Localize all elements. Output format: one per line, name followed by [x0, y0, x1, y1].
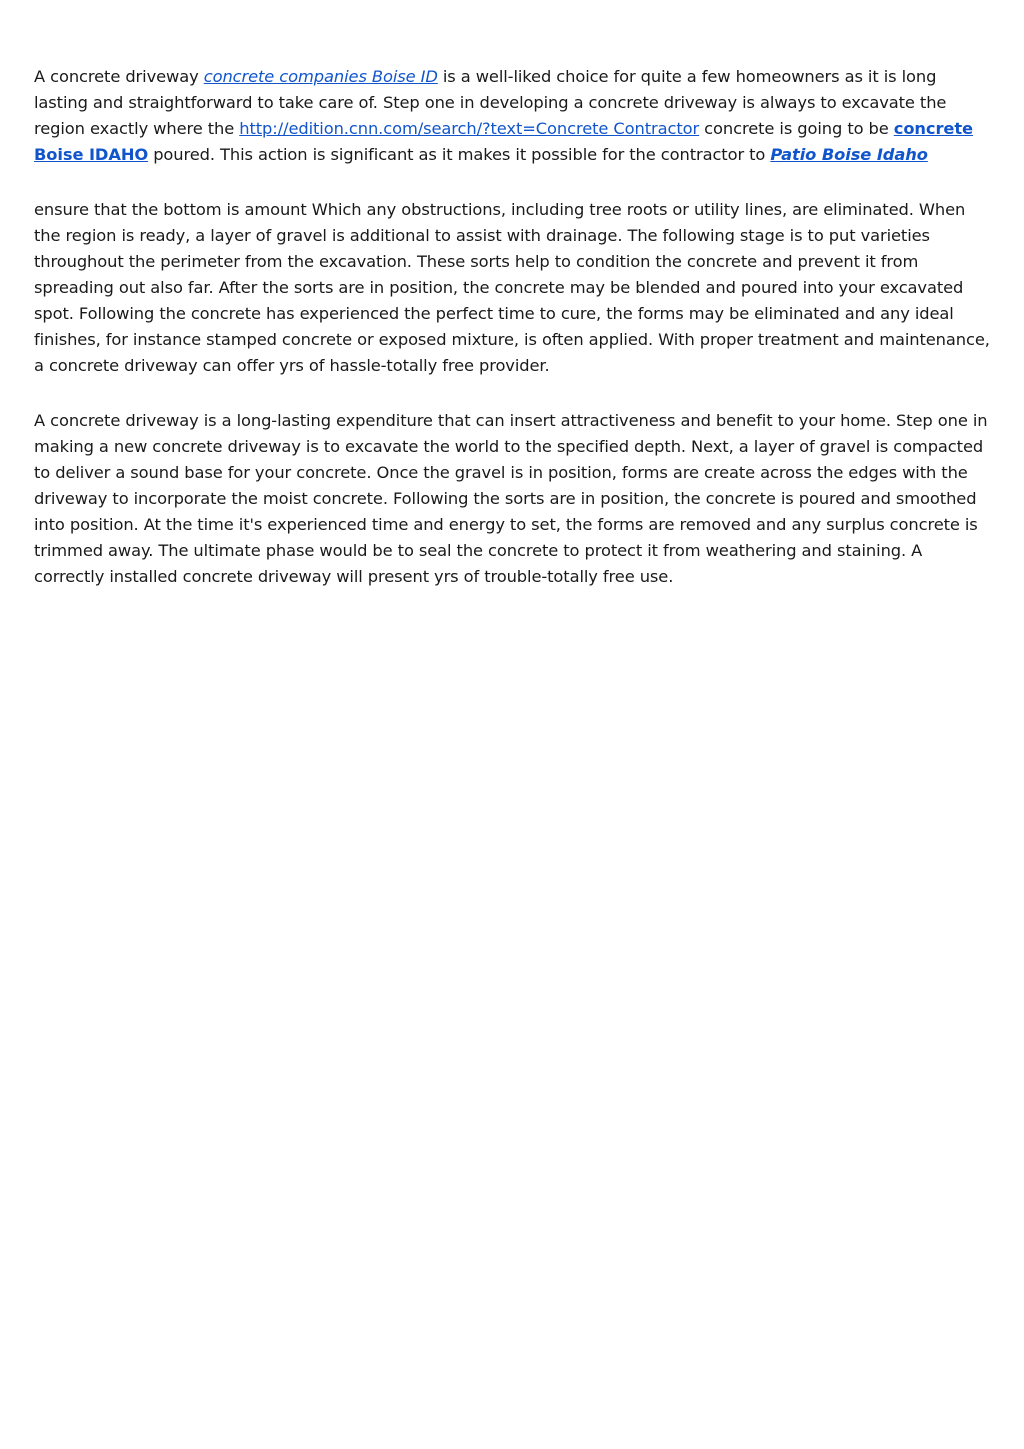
- paragraph-2: ensure that the bottom is amount Which any obstructions, including tree roots or utility lines, are eliminated. When the region is ready, a layer of gravel is additional to assist with drainage. The following stage is to put varieties throughout the perimeter from the excavation. These sorts help to condition the concrete and prevent it from spreading out also far. After the sorts are in position, the concrete may be blended and poured into your excavated spot. Following the concrete has experienced the perfect time to cure, the forms may be eliminated and any ideal finishes, for instance stamped concrete or exposed mixture, is often applied. With proper treatment and maintenance, a concrete driveway can offer yrs of hassle-totally free provider.: [34, 200, 990, 375]
- link-concrete-companies-boise-id[interactable]: concrete companies Boise ID: [203, 67, 438, 86]
- link-patio-boise-idaho[interactable]: Patio Boise Idaho: [770, 145, 928, 164]
- paragraph-1: [34, 64, 994, 168]
- paragraph-3: A concrete driveway is a long-lasting expenditure that can insert attractiveness and benefit to your home. Step one in making a new concrete driveway is to excavate the world to the specified depth. Next, a layer of gravel is compacted to deliver a sound base for your concrete. Once the gravel is in position, forms are create across the edges with the driveway to incorporate the moist concrete. Following the sorts are in position, the concrete is poured and smoothed into position. At the time it's experienced time and energy to set, the forms are removed and any surplus concrete is trimmed away. The ultimate phase would be to seal the concrete to protect it from weathering and staining. A correctly installed concrete driveway will present yrs of trouble-totally free use.: [34, 411, 988, 586]
- paragraph-1-text-c: concrete is going to be: [699, 119, 894, 138]
- document-body: [34, 64, 994, 619]
- paragraph-1-text-a: A concrete driveway: [34, 67, 204, 86]
- link-cnn-search-concrete-contractor[interactable]: http://edition.cnn.com/search/?text=Concrete Contractor: [239, 119, 700, 138]
- paragraph-1-text-b: is a well-liked choice for quite a few homeowners as it is long lasting and straightforward to take care of. Step one in developing a concrete driveway is always to excavate the region exactly where the: [34, 67, 947, 138]
- paragraph-1-text-d: poured. This action is significant as it makes it possible for the contractor to: [148, 145, 771, 164]
- link-concrete-boise-idaho[interactable]: concrete Boise IDAHO: [34, 119, 973, 164]
